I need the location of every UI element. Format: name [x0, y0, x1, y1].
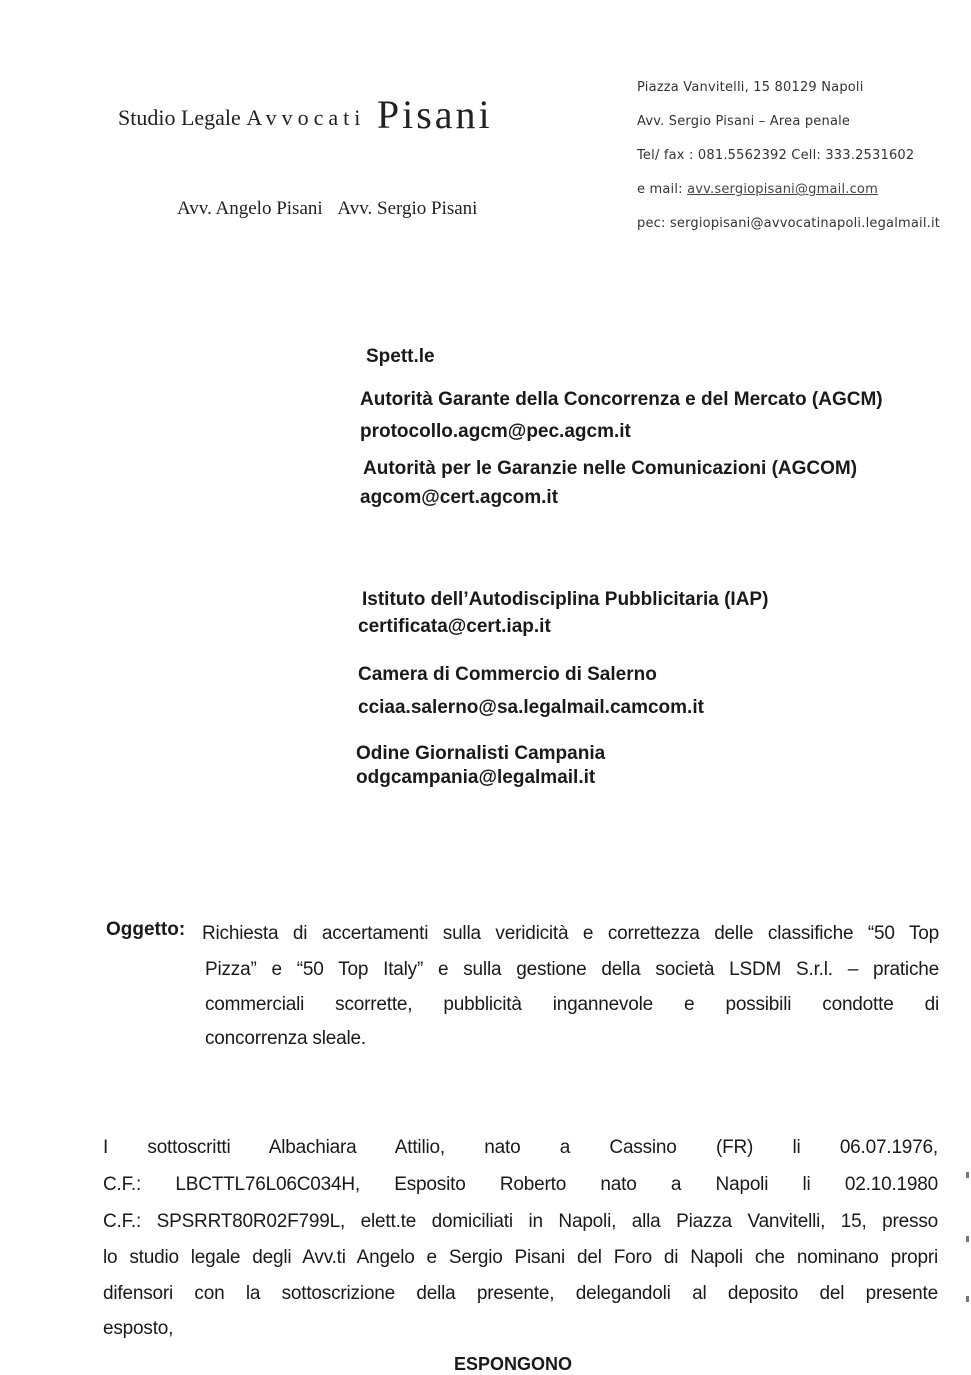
body-line: difensori con la sottoscrizione della presente, delegandoli al deposito del presente — [103, 1283, 938, 1304]
addressee-name: Autorità per le Garanzie nelle Comunicazioni (AGCOM) — [363, 458, 858, 479]
scan-mark — [966, 1172, 969, 1178]
addressee-email: odgcampania@legalmail.it — [356, 767, 596, 788]
section-heading: ESPONGONO — [454, 1354, 573, 1374]
subject-line: Richiesta di accertamenti sulla veridicità e correttezza delle classifiche “50 Top — [202, 923, 939, 944]
addressee-email: protocollo.agcm@pec.agcm.it — [360, 421, 631, 442]
addressee-name: Camera di Commercio di Salerno — [358, 664, 657, 685]
subject-line: concorrenza sleale. — [205, 1028, 366, 1049]
scan-mark — [966, 1236, 969, 1242]
body-line: esposto, — [103, 1318, 174, 1339]
salutation: Spett.le — [366, 346, 435, 367]
addressee-name: Istituto dell’Autodisciplina Pubblicitaria (IAP) — [362, 589, 769, 610]
addressee-name: Odine Giornalisti Campania — [356, 743, 606, 764]
contact-email-label: e mail: — [637, 182, 688, 197]
body-line: C.F.: SPSRRT80R02F799L, elett.te domiciliati in Napoli, alla Piazza Vanvitelli, 15, presso — [103, 1211, 938, 1232]
subject-line: Pizza” e “50 Top Italy” e sulla gestione della società LSDM S.r.l. – pratiche — [205, 959, 939, 980]
addressee-email: cciaa.salerno@sa.legalmail.camcom.it — [358, 697, 704, 718]
contact-email-link[interactable]: avv.sergiopisani@gmail.com — [687, 182, 878, 197]
addressee-email: agcom@cert.agcom.it — [360, 487, 559, 508]
body-line: C.F.: LBCTTL76L06C034H, Esposito Roberto nato a Napoli li 02.10.1980 — [103, 1174, 938, 1195]
body-line: lo studio legale degli Avv.ti Angelo e Sergio Pisani del Foro di Napoli che nominano propri — [103, 1247, 938, 1268]
subject-label: Oggetto: — [106, 919, 186, 940]
firm-spaced: Avvocati — [246, 105, 366, 130]
firm-surname: Pisani — [376, 92, 493, 137]
addressee-email: certificata@cert.iap.it — [358, 616, 551, 637]
scan-mark — [966, 1296, 969, 1302]
contact-address: Piazza Vanvitelli, 15 80129 Napoli — [637, 80, 864, 95]
contact-email-line — [637, 182, 878, 197]
lawyers-line — [177, 198, 477, 220]
body-line: I sottoscritti Albachiara Attilio, nato a Cassino (FR) li 06.07.1976, — [103, 1137, 938, 1158]
addressee-name: Autorità Garante della Concorrenza e del Mercato (AGCM) — [360, 389, 883, 410]
firm-name-heading — [118, 88, 493, 135]
subject-line: commerciali scorrette, pubblicità ingannevole e possibili condotte di — [205, 994, 939, 1015]
firm-prefix: Studio Legale — [118, 105, 241, 130]
lawyer-angelo: Avv. Angelo Pisani — [177, 198, 323, 219]
contact-area: Avv. Sergio Pisani – Area penale — [637, 114, 851, 129]
contact-pec: pec: sergiopisani@avvocatinapoli.legalmail.it — [637, 216, 941, 231]
contact-phone: Tel/ fax : 081.5562392 Cell: 333.2531602 — [637, 148, 915, 163]
lawyer-sergio: Avv. Sergio Pisani — [337, 198, 478, 219]
